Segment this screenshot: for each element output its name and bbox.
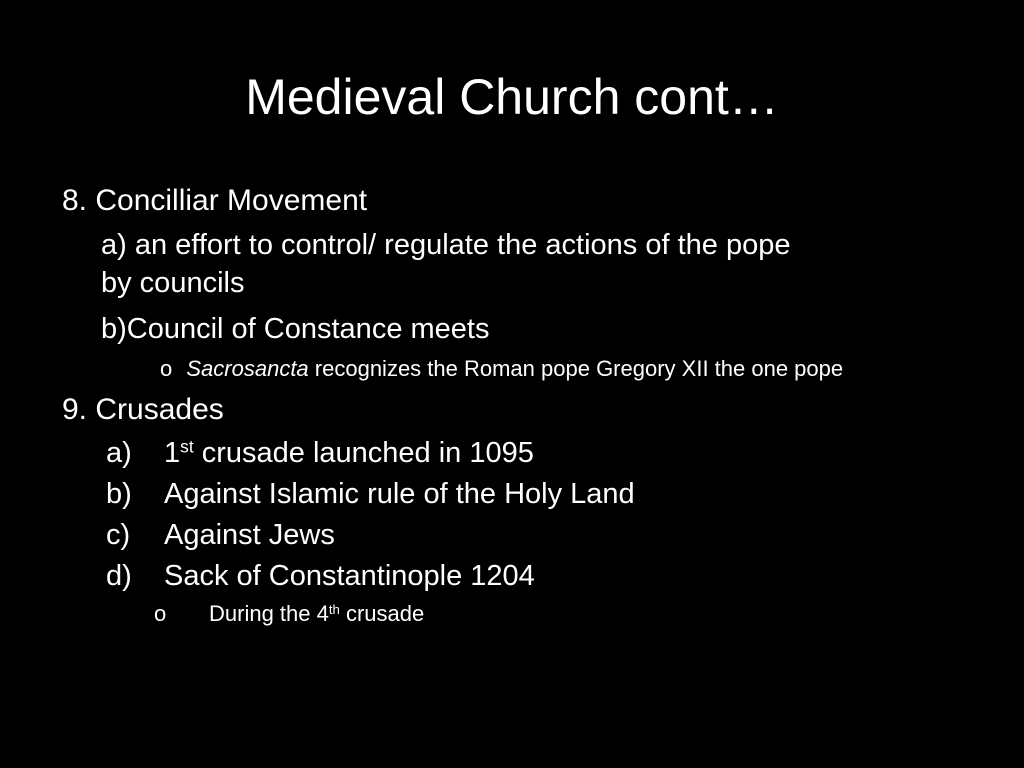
section-9-item-a xyxy=(106,436,534,469)
item-marker: b) xyxy=(106,478,132,510)
sub-bullet-rest: recognizes the Roman pope Gregory XII the one pope xyxy=(308,356,844,381)
item-d-text: Sack of Constantinople 1204 xyxy=(164,560,535,592)
slide-title: Medieval Church cont… xyxy=(245,69,779,125)
bullet-marker: o xyxy=(154,601,167,626)
item-marker: a) xyxy=(106,437,132,469)
sub-bullet-pre: During the 4 xyxy=(209,601,329,626)
item-a-sup: st xyxy=(180,436,194,457)
section-8-item-b: b)Council of Constance meets xyxy=(101,313,490,345)
item-a-pre: 1 xyxy=(164,437,181,469)
section-8-sub-bullet xyxy=(160,358,843,380)
sub-bullet-post: crusade xyxy=(339,601,425,626)
sacrosancta-text: Sacrosancta xyxy=(186,356,309,381)
section-9-item-d xyxy=(106,562,535,591)
item-c-text: Against Jews xyxy=(164,519,335,551)
section-8-item-a-line1: a) an effort to control/ regulate the actions of the pope xyxy=(101,229,791,261)
section-8-item-a-line2: by councils xyxy=(101,267,245,299)
item-a-post: crusade launched in 1095 xyxy=(193,437,534,469)
item-marker: d) xyxy=(106,560,132,592)
bullet-marker: o xyxy=(160,356,173,381)
sub-bullet-sup: th xyxy=(328,601,340,617)
section-9-item-c xyxy=(106,521,335,550)
item-b-text: Against Islamic rule of the Holy Land xyxy=(164,478,635,510)
section-9-sub-bullet xyxy=(154,603,424,625)
section-9-item-b xyxy=(106,480,635,509)
section-9-heading: 9. Crusades xyxy=(62,393,224,426)
item-marker: c) xyxy=(106,519,131,551)
section-8-heading: 8. Concilliar Movement xyxy=(62,184,368,217)
